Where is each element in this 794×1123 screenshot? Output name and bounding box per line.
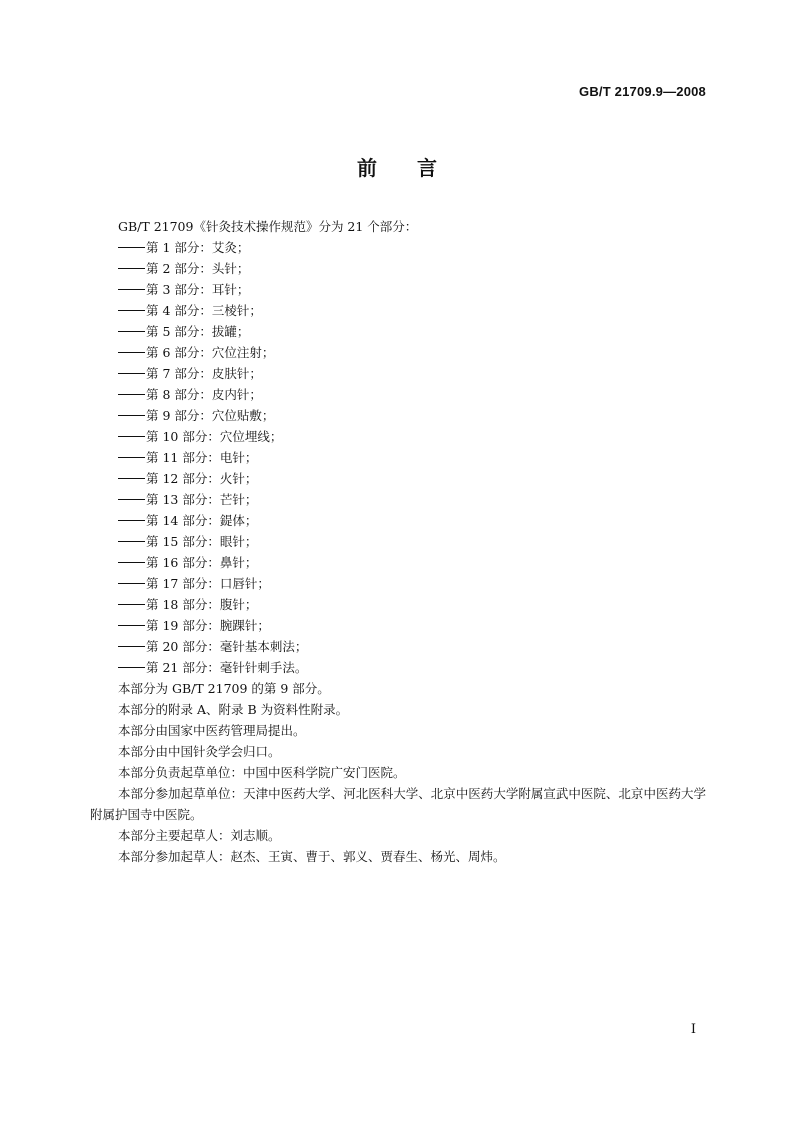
em-dash-mark: [118, 646, 145, 647]
list-item: 第 16 部分：鼻针；: [90, 552, 706, 573]
list-item: 第 6 部分：穴位注射；: [90, 342, 706, 363]
annex-statement: 本部分的附录 A、附录 B 为资料性附录。: [118, 702, 349, 717]
page-title: [0, 152, 794, 181]
part-of-statement: 本部分为 GB/T 21709 的第 9 部分。: [118, 681, 330, 696]
list-item: 第 15 部分：眼针；: [90, 531, 706, 552]
list-item: 第 3 部分：耳针；: [90, 279, 706, 300]
em-dash-mark: [118, 247, 145, 248]
responsible-unit-statement: 本部分负责起草单位：中国中医科学院广安门医院。: [118, 765, 406, 780]
em-dash-mark: [118, 373, 145, 374]
em-dash-mark: [118, 520, 145, 521]
em-dash-mark: [118, 625, 145, 626]
list-item: 第 4 部分：三棱针；: [90, 300, 706, 321]
list-item: 第 9 部分：穴位贴敷；: [90, 405, 706, 426]
proposed-by-statement: 本部分由国家中医药管理局提出。: [118, 723, 306, 738]
parts-list: [90, 237, 706, 678]
list-item: 第 18 部分：腹针；: [90, 594, 706, 615]
em-dash-mark: [118, 436, 145, 437]
intro-paragraph: GB/T 21709《针灸技术操作规范》分为 21 个部分：: [118, 219, 418, 234]
title-char-1: 前: [357, 156, 377, 180]
em-dash-mark: [118, 289, 145, 290]
list-item: 第 13 部分：芒针；: [90, 489, 706, 510]
foreword-body: [90, 216, 706, 867]
em-dash-mark: [118, 394, 145, 395]
em-dash-mark: [118, 268, 145, 269]
page-number: I: [690, 1022, 696, 1037]
em-dash-mark: [118, 331, 145, 332]
list-item: 第 11 部分：电针；: [90, 447, 706, 468]
title-char-2: 言: [417, 156, 437, 180]
em-dash-mark: [118, 415, 145, 416]
participating-drafters-statement: 本部分参加起草人：赵杰、王寅、曹于、郭义、贾春生、杨光、周炜。: [118, 849, 506, 864]
em-dash-mark: [118, 352, 145, 353]
list-item: 第 10 部分：穴位埋线；: [90, 426, 706, 447]
em-dash-mark: [118, 604, 145, 605]
em-dash-mark: [118, 499, 145, 500]
list-item: 第 5 部分：拔罐；: [90, 321, 706, 342]
list-item: 第 8 部分：皮内针；: [90, 384, 706, 405]
participating-units-statement: 本部分参加起草单位：天津中医药大学、河北医科大学、北京中医药大学附属宣武中医院、北京中医药大学附属护国寺中医院。: [90, 786, 706, 822]
list-item: 第 7 部分：皮肤针；: [90, 363, 706, 384]
centralized-by-statement: 本部分由中国针灸学会归口。: [118, 744, 281, 759]
em-dash-mark: [118, 583, 145, 584]
em-dash-mark: [118, 562, 145, 563]
em-dash-mark: [118, 457, 145, 458]
em-dash-mark: [118, 310, 145, 311]
list-item: 第 19 部分：腕踝针；: [90, 615, 706, 636]
em-dash-mark: [118, 667, 145, 668]
list-item: 第 14 部分：鍉体；: [90, 510, 706, 531]
em-dash-mark: [118, 478, 145, 479]
list-item: 第 17 部分：口唇针；: [90, 573, 706, 594]
em-dash-mark: [118, 541, 145, 542]
list-item: 第 20 部分：毫针基本刺法；: [90, 636, 706, 657]
list-item: 第 1 部分：艾灸；: [90, 237, 706, 258]
list-item: 第 21 部分：毫针针刺手法。: [90, 657, 706, 678]
standard-code: GB/T 21709.9—2008: [579, 84, 706, 99]
list-item: 第 2 部分：头针；: [90, 258, 706, 279]
main-drafter-statement: 本部分主要起草人：刘志顺。: [118, 828, 281, 843]
list-item: 第 12 部分：火针；: [90, 468, 706, 489]
